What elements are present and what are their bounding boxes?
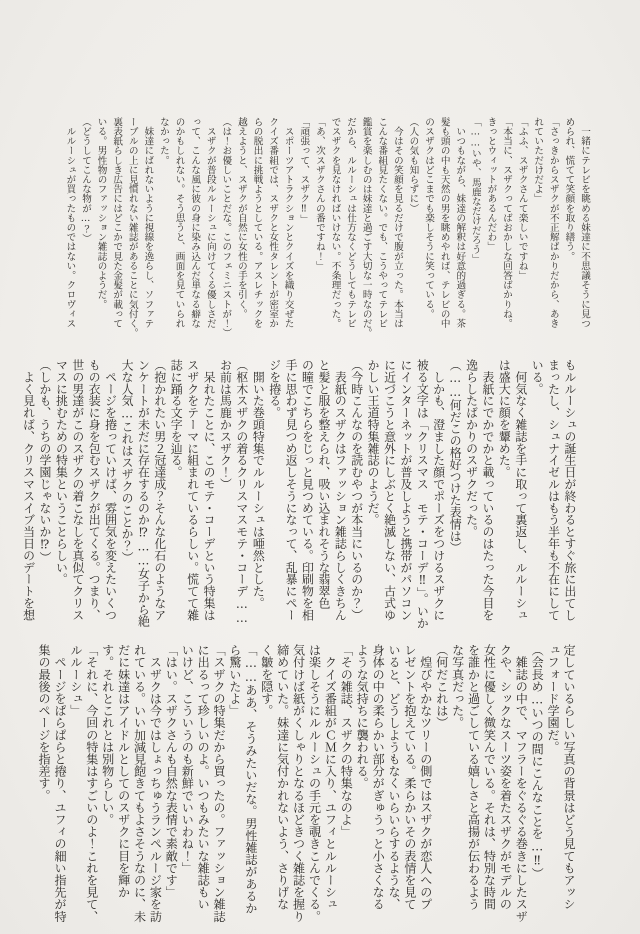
text-column: らの脱出に挑戦ようとしている。アスレチックを [251,117,263,329]
text-column: いけど、こういうのも新鮮でいいわね！」 [180,644,195,874]
text-column: 「あ、次スザクさんの番ですね！」 [313,117,325,271]
text-column: （人の気も知らずに） [407,117,419,213]
text-column: ジを捲る。 [267,359,282,419]
text-column: 「……ああ、そうみたいだな。男性雑誌があるか [243,644,258,914]
text-column: お前は馬鹿かスザク！） [218,359,233,490]
text-column: 身体の中の柔らかい部分がぎゅうっと小さくなる [371,644,386,911]
text-column: 表紙にでかでかと載っているのはたった今目を [480,359,495,621]
text-column: 大な人気…これはスザクのことか？） [120,359,135,564]
text-column: なかった。 [157,117,169,165]
text-column: 被る文字は「クリスマス モテ・コーデ‼」。いか [415,359,430,629]
text-column: の瞳でこちらをじっと見つめている。印刷物を相 [300,359,315,621]
text-column: ュフォード学園だ。 [546,644,561,753]
text-column: 今はその笑顔を見るだけで腹が立った。本当は [391,117,403,329]
text-column: スザクは今ではしょっちゅうランペルージ家を訪 [148,644,163,923]
text-column: スザクをテーマに組まれているらしい。慌てて雑 [185,359,200,621]
text-column: いる。男性物のファッション雑誌のようだ。 [95,117,107,309]
text-column: 「その雑誌、スザクの特集なのよ」 [339,644,354,838]
text-column: 「さっきからスザクが不正解ばかりだから、あき [547,117,559,329]
text-column: 妹達にばれないように視線を逸らし、ソファテ [142,117,154,329]
text-column: 表紙のスザクはファッション雑誌らしくきちん [333,359,348,621]
text-block-middle [20,359,578,637]
text-column: く皺を隠す。 [259,644,274,717]
text-column: のスザクはどこまでも楽しそうに笑っている。 [423,117,435,319]
text-column: 「本当に、スザクってばおかしな回答ばかりね。 [501,117,513,329]
text-column: いる。 [530,359,545,395]
text-column: 鑑賞を楽しむのは妹達と過ごす大切な一時なのだ。 [360,117,372,338]
text-column: と髪と服を整えられ、吸い込まれそうな翡翠色 [316,359,331,609]
text-column: かしい王道特集雑誌のようだ。 [366,359,381,526]
text-column: 雑誌の中で、マフラーをぐるぐる巻きにしたスザ [514,644,529,923]
text-column: まったし、シュナイゼルはもう半年も不在にして [546,359,561,621]
text-column: クイズ番組では、スザクと女性タレントが密室か [267,117,279,329]
text-column: いると、どうしようもなくいらいらするような、 [387,644,402,911]
text-column: レゼントを抱えている。柔らかいその表情を見て [402,644,417,911]
text-column: 締めていた。妹達に気付かれないよう、さりげな [275,644,290,911]
text-column: 集の最後のページを指差す。 [37,644,52,802]
text-column: （どうしてこんな物が…？） [80,117,91,244]
text-column: クイズ番組がＣＭに入り、ユフィとルルーシュ [323,644,338,911]
text-column: 開いた巻頭特集でルルーシュは唖然とした。 [251,359,266,609]
text-column: す。それとこれとは別物らしい。 [100,644,115,826]
text-column: もの衣装に身を包むスザクが出てくる。つまり、 [87,359,102,621]
text-column: ルルーシュが買ったものではない。クロヴィス [64,117,76,329]
text-column: 気付けば紙がくしゃりとなるほどきつく雑誌を握り [291,644,306,923]
text-column: 「はい。スザクさんも自然な表情で素敵です」 [164,644,179,899]
text-column: って、こんな風に彼の身に染み込んだ単なる癖な [189,117,201,329]
text-column: 誌に踊る文字を辿る。 [169,359,184,478]
text-column: 裏表紙らしき広告にはどこかで見た金髪が載って [111,117,123,329]
text-block-top [62,117,592,343]
text-column: ら驚いたよ」 [227,644,242,717]
text-column: スザクが普段ルルーシュに向けてくる優しさだ [204,117,216,329]
text-column: な写真だった。 [450,644,465,729]
text-column: れている。いい加減見飽きてもよさそうなのに、未 [132,644,147,923]
text-column: 逸らしたばかりのスザクだった。 [464,359,479,538]
text-column: 何気なく雑誌を手に取って裏返し、ルルーシュ [513,359,528,621]
text-column: 「スザクの特集だから買ったの。ファッション雑誌 [212,644,227,923]
text-column: だから、ルルーシュは仕方なくどうしてもテレビ [345,117,357,329]
text-column: （何だこれは） [434,644,449,729]
text-column: （しかも、うちの学園じゃないか⁉） [38,359,52,564]
text-column: （は！お優しいことだな。このフェミニストが！） [220,117,232,338]
text-column: を誰かと過ごしている嬉しさと高揚が伝わるよう [466,644,481,911]
text-column: 越えようと、スザクが自然に女性の手を引く。 [235,117,247,319]
text-column: 呆れたことに、このモテ・コーデという特集は [202,359,217,621]
text-column: 「頑張って、スザク‼」 [298,117,310,224]
text-column: マスに挑むための特集ということらしい。 [54,359,69,586]
text-column: （今時こんなのを読むやつが本当にいるのか？） [349,359,364,621]
text-column: に出るって珍しいのよ。いつもみたいな雑誌もい [196,644,211,911]
text-column: のかもしれない。そう思うと、画面を見ていられ [173,117,185,329]
text-column: 女性に優しく微笑んでいる。それは、特別な時間 [482,644,497,911]
text-column: れていただけだよ」 [532,117,544,204]
text-column: きっとウィットがあるんだわ」 [485,117,497,252]
text-column: ンケートが未だに存在するのか⁉……女子から絶 [136,359,151,628]
text-column: ページを捲っていけば、雰囲気を変えたいくつ [103,359,118,621]
text-column: められ、慌てて笑顔を取り繕う。 [563,117,575,261]
text-column: 世の男達がこのスザクの着こなしを真似てクリス [70,359,85,621]
text-column: 髪も頭の中も天然の男を眺めやれば、テレビの中 [438,117,450,329]
text-column: （会長め…いつの間にこんなことを…‼） [530,644,545,880]
text-column: 定しているらしい写真の背景はどう見てもアッシ [562,644,576,911]
text-column: （枢木スザクの着るクリスマスモテ・コーデ…… [234,359,249,625]
text-column: に近づこうと意外にしぶとく絶滅しない、古式ゆ [382,359,397,621]
text-column: スポーツアトラクションとクイズを織り交ぜた [282,117,294,329]
text-column: でスザクを見なければいけない。不条理だった。 [329,117,341,329]
text-column: ページをぱらぱらと捲り、ユフィの細い指先が特 [53,644,67,923]
text-column: しかも、澄ました顔でポーズをつけるスザクに [431,359,446,621]
text-column: （抱かれたい男２冠達成？そんな化石のようなア [152,359,167,621]
text-column: は盛大に顔を顰めた。 [497,359,512,478]
text-column: 「ふふ、スザクさんて楽しいですね」 [516,117,528,281]
text-column: こんな番組見たくない。でも、こうやってテレビ [376,117,388,329]
text-block-bottom [35,644,576,932]
text-column: は楽しそうにルルーシュの手元を覗きこんでくる。 [307,644,322,923]
text-column: ルルーシュ」 [68,644,83,717]
text-column: いつもながら、妹達の解釈は好意的過ぎる。茶 [454,117,466,329]
text-column: よく見れば、クリスマスイブ当日のデートを想 [21,359,36,621]
text-column: ーブルの上に見慣れない雑誌があることに気付く。 [126,117,138,338]
text-column: にインターネットが普及しようと携帯がパソコン [398,359,413,621]
text-column: ような気持ちに襲われる。 [355,644,370,790]
text-column: 「……いや、馬鹿なだけだろう」 [469,117,481,264]
text-column: クや、シックなスーツ姿を着たスザクがモデルの [498,644,513,911]
text-column: だに妹達はアイドルとしてのスザクに目を輝か [116,644,131,899]
text-column: 手に思わず見つめ返しそうになって、乱暴にペー [284,359,299,621]
text-column: 煌びやかなツリーの側ではスザクが恋人へのプ [418,644,433,911]
text-column: もルルーシュの誕生日が終わるとすぐ旅に出てし [563,359,577,621]
text-column: （……何だこの格好つけた表情は） [448,359,463,554]
text-column: 一緒にテレビを眺める妹達に不思議そうに見つ [579,117,590,329]
text-column: 「それに、今回の特集はすごいのよ！これを見て、 [84,644,99,923]
